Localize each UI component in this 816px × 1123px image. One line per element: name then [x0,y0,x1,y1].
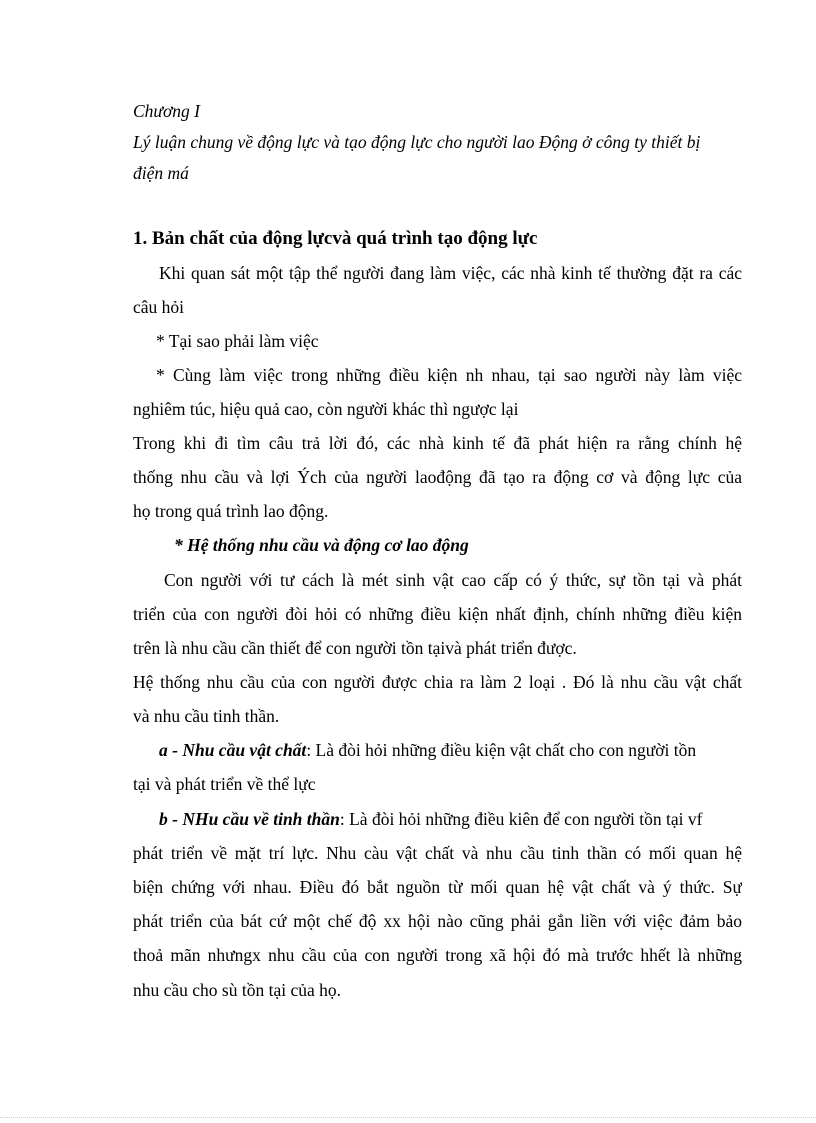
item-b-line-4: phát triển của bát cứ một chế độ xx hội nào cũng phải gắn liền với việc đảm bảo [133,911,742,931]
paragraph-1-line-1: Khi quan sát một tập thể người đang làm việc, các nhà kinh tế thường đặt ra các [159,263,742,283]
paragraph-2-line-1: Trong khi đi tìm câu trả lời đó, các nhà kinh tế đã phát hiện ra rằng chính hệ [133,433,742,453]
section-heading: 1. Bản chất của động lựcvà quá trình tạo động lực [133,228,538,249]
chapter-label: Chương I [133,101,201,121]
item-b-line-1 [159,808,742,830]
item-b-line-2: phát triển về mặt trí lực. Nhu càu vật chất và nhu cầu tinh thần có mối quan hệ [133,843,742,863]
paragraph-2-line-2: thống nhu cầu và lợi Ých của người laođộng đã tạo ra động cơ và động lực của [133,467,742,487]
paragraph-1-line-2: câu hỏi [133,297,185,317]
page-bottom-border [0,1117,816,1118]
item-b-line-3: biện chứng với nhau. Điều đó bắt nguồn từ mối quan hệ vật chất và ý thức. Sự [133,877,742,897]
item-b-label: b - NHu cầu về tinh thần [159,809,340,829]
paragraph-3-line-2: triển của con người đòi hỏi có những điều kiện nhất định, chính những điều kiện [133,604,742,624]
item-b-text: : Là đòi hỏi những điều kiên để con người tồn tại vf [339,809,703,829]
item-a-line-2: tại và phát triển về thể lực [133,774,316,794]
bullet-1: * Tại sao phải làm việc [156,331,319,351]
paragraph-4-line-1: Hệ thống nhu cầu của con người được chia ra làm 2 loại . Đó là nhu cầu vật chất [133,672,742,692]
paragraph-2-line-3: họ trong quá trình lao động. [133,501,329,521]
paragraph-3-line-3: trên là nhu cầu cần thiết để con người tồn tạivà phát triển được. [133,638,577,658]
bullet-2-line-2: nghiêm túc, hiệu quả cao, còn người khác thì ngược lại [133,399,519,419]
chapter-title-line-2: điện má [133,163,189,183]
item-b-line-5: thoả mãn nhưngx nhu cầu của con người trong xã hội đó mà trước hhết là những [133,945,742,965]
paragraph-4-line-2: và nhu cầu tinh thần. [133,706,280,726]
chapter-title-line-1: Lý luận chung về động lực và tạo động lực cho người lao Động ở công ty thiết bị [133,132,701,152]
item-a-line-1 [159,739,742,761]
paragraph-3-line-1: Con người với tư cách là mét sinh vật cao cấp có ý thức, sự tồn tại và phát [164,570,742,590]
bullet-2-line-1: * Cùng làm việc trong những điều kiện nh nhau, tại sao người này làm việc [156,365,742,385]
item-b-line-6: nhu cầu cho sù tồn tại của họ. [133,980,342,1000]
item-a-text: : Là đòi hỏi những điều kiện vật chất cho con người tồn [306,740,697,760]
item-a-label: a - Nhu cầu vật chất [159,740,307,760]
subheading-needs-system: * Hệ thống nhu cầu và động cơ lao động [174,535,469,555]
